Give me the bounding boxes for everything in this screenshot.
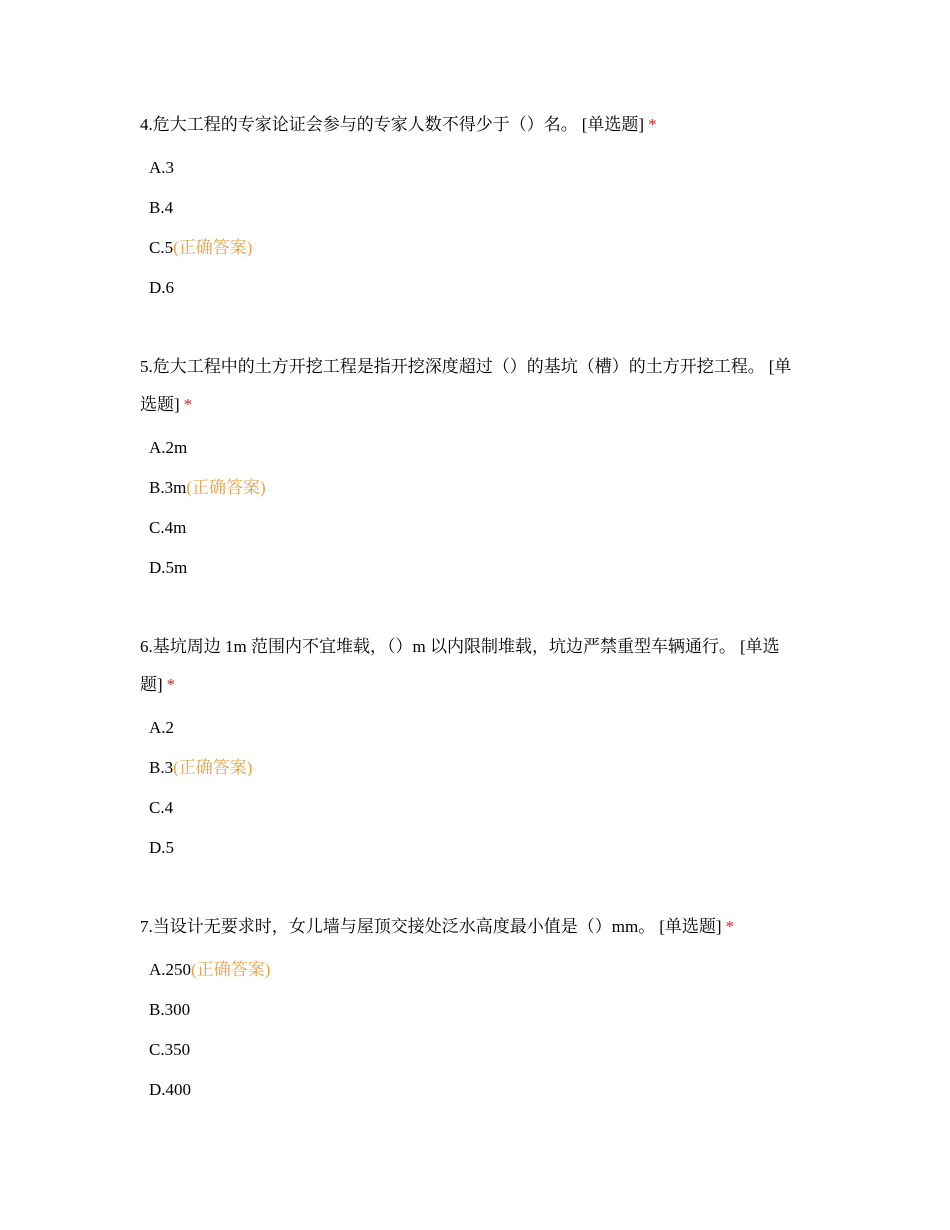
- option-label: A.2m: [149, 438, 188, 457]
- question-7: [140, 908, 800, 1110]
- question-stem: 5.危大工程中的土方开挖工程是指开挖深度超过（）的基坑（槽）的土方开挖工程。: [140, 357, 765, 376]
- option-label: C.350: [149, 1040, 191, 1059]
- option-label: B.3m: [149, 478, 187, 497]
- question-6: [140, 628, 800, 868]
- option-label: D.5: [149, 838, 175, 857]
- option-c: [140, 228, 800, 268]
- question-type: [单选题]: [581, 115, 645, 134]
- correct-answer-tag: (正确答案): [191, 960, 271, 979]
- option-b: [140, 188, 800, 228]
- question-type: [单选题]: [659, 917, 722, 936]
- question-5: [140, 348, 800, 588]
- option-a: [140, 428, 800, 468]
- question-4: [140, 106, 800, 308]
- correct-answer-tag: (正确答案): [186, 478, 266, 497]
- option-c: [140, 508, 800, 548]
- question-stem: 7.当设计无要求时，女儿墙与屋顶交接处泛水高度最小值是（）mm。: [140, 917, 656, 936]
- required-marker: *: [725, 917, 735, 936]
- option-label: A.250: [149, 960, 192, 979]
- option-d: [140, 548, 800, 588]
- option-label: A.3: [149, 158, 175, 177]
- option-label: B.300: [149, 1000, 191, 1019]
- question-text-line: [140, 908, 800, 946]
- options-list: [140, 428, 800, 588]
- option-d: [140, 268, 800, 308]
- options-list: [140, 708, 800, 868]
- question-stem: 6.基坑周边 1m 范围内不宜堆载，（）m 以内限制堆载，坑边严禁重型车辆通行。: [140, 637, 736, 656]
- option-label: A.2: [149, 718, 175, 737]
- question-type: [单选题]: [140, 357, 792, 414]
- option-a: [140, 708, 800, 748]
- option-label: C.4: [149, 798, 174, 817]
- option-a: [140, 950, 800, 990]
- option-d: [140, 828, 800, 868]
- required-marker: *: [183, 395, 193, 414]
- option-b: [140, 748, 800, 788]
- option-b: [140, 468, 800, 508]
- option-a: [140, 148, 800, 188]
- required-marker: *: [166, 675, 176, 694]
- correct-answer-tag: (正确答案): [173, 238, 253, 257]
- option-label: C.5: [149, 238, 174, 257]
- question-text-line: [140, 628, 800, 704]
- required-marker: *: [648, 115, 657, 134]
- question-type: [单选题]: [140, 637, 780, 694]
- question-text-line: [140, 348, 800, 424]
- option-label: D.400: [149, 1080, 192, 1099]
- option-label: D.6: [149, 278, 175, 297]
- option-label: B.3: [149, 758, 174, 777]
- options-list: [140, 148, 800, 308]
- option-d: [140, 1070, 800, 1110]
- option-label: B.4: [149, 198, 174, 217]
- option-c: [140, 788, 800, 828]
- correct-answer-tag: (正确答案): [173, 758, 253, 777]
- question-text-line: [140, 106, 800, 144]
- options-list: [140, 950, 800, 1110]
- option-label: D.5m: [149, 558, 188, 577]
- option-b: [140, 990, 800, 1030]
- option-c: [140, 1030, 800, 1070]
- question-stem: 4.危大工程的专家论证会参与的专家人数不得少于（）名。: [140, 115, 578, 134]
- option-label: C.4m: [149, 518, 187, 537]
